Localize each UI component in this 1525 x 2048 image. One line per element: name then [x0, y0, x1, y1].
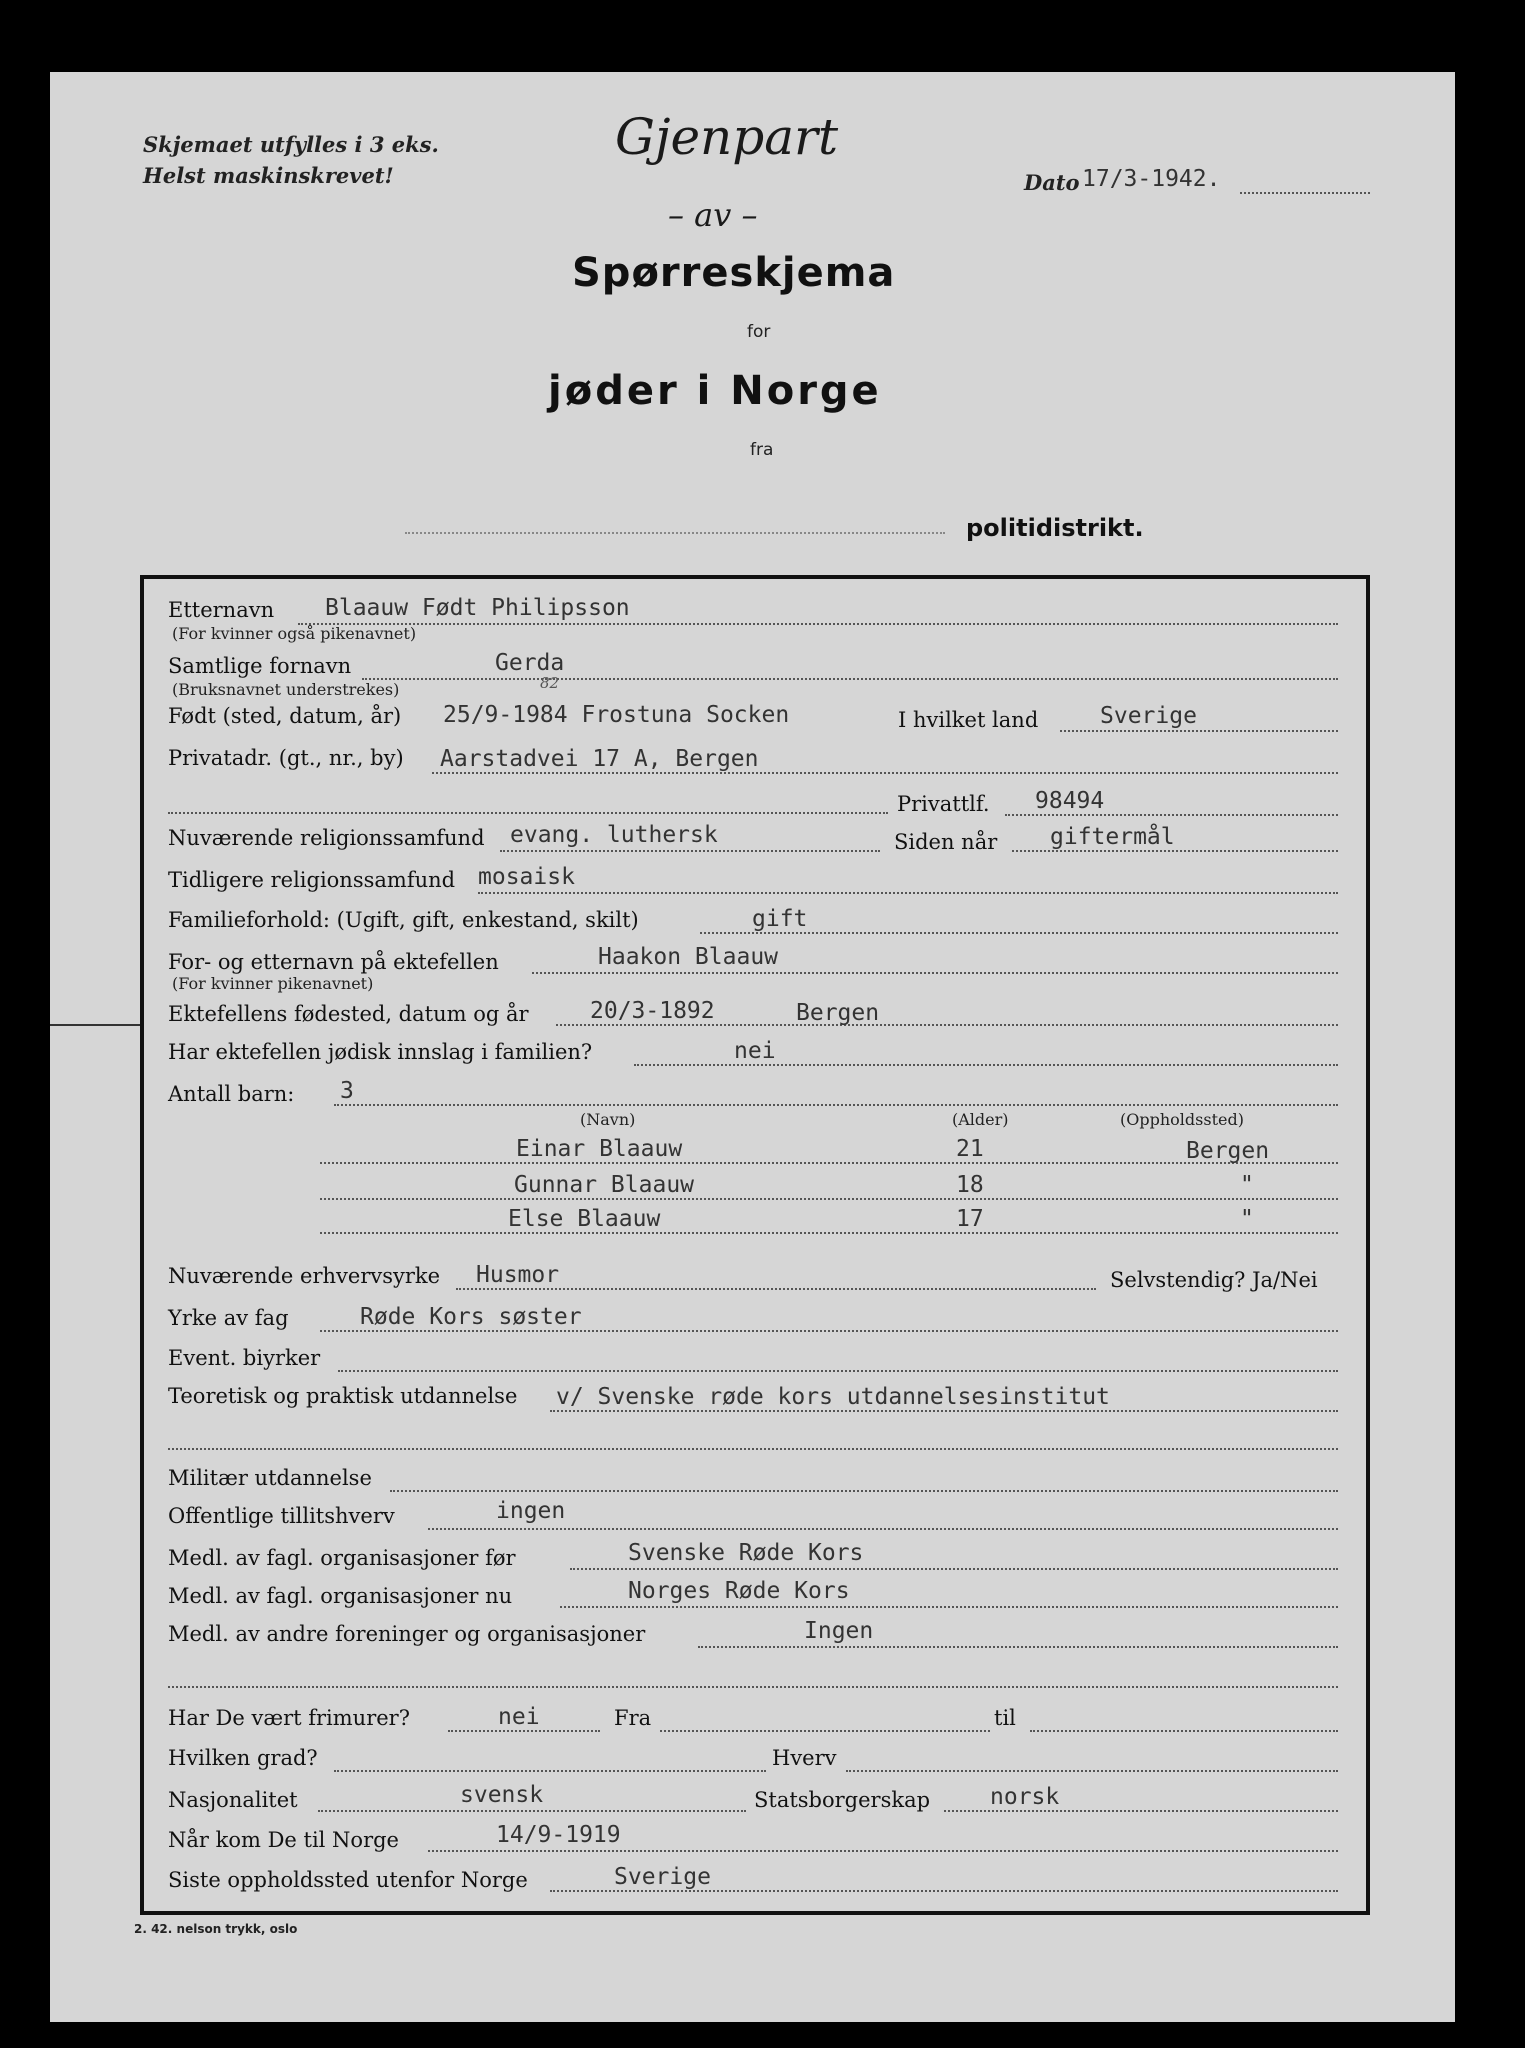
andre-org-line-2	[168, 1686, 1338, 1688]
ektefelle-fodested-value: 20/3-1892	[590, 998, 715, 1024]
ektefelle-fodested-sted: Bergen	[796, 1000, 880, 1026]
siste-opphold-line	[550, 1890, 1338, 1892]
ektefelle-value: Haakon Blaauw	[598, 944, 779, 970]
erverv-label: Nuværende erhvervsyrke	[168, 1264, 441, 1288]
til-line	[1030, 1730, 1338, 1732]
org-for-line	[570, 1568, 1338, 1570]
etternavn-line	[298, 623, 1338, 625]
nasjonalitet-line	[318, 1810, 746, 1812]
grad-line	[334, 1770, 766, 1772]
barn-value: 3	[340, 1078, 354, 1104]
child-opphold: "	[1240, 1172, 1254, 1198]
adresse-value: Aarstadvei 17 A, Bergen	[440, 746, 759, 772]
fornavn-note: (Bruksnavnet understrekes)	[172, 680, 400, 699]
militar-label: Militær utdannelse	[168, 1466, 372, 1490]
land-value: Sverige	[1100, 703, 1197, 729]
handwritten-gjenpart: Gjenpart	[615, 108, 839, 166]
til-label: til	[994, 1706, 1016, 1730]
tillitshverv-value: ingen	[496, 1498, 566, 1524]
fra-line	[660, 1730, 990, 1732]
utdannelse-line	[550, 1410, 1338, 1412]
children-head-opphold: (Oppholdssted)	[1120, 1110, 1244, 1129]
etternavn-note: (For kvinner også pikenavnet)	[172, 624, 417, 643]
fill-instruction: Skjemaet utfylles i 3 eks.	[143, 132, 439, 157]
fodt-value: 25/9-1984 Frostuna Socken	[443, 702, 790, 728]
frimurer-line	[448, 1730, 600, 1732]
familieforhold-line	[700, 932, 1338, 934]
title-fra: fra	[750, 440, 774, 460]
fornavn-handwritten-note: 82	[540, 674, 560, 692]
land-label: I hvilket land	[898, 708, 1039, 732]
etternavn-value: Blaauw Født Philipsson	[325, 595, 630, 621]
statsborgerskap-value: norsk	[990, 1784, 1060, 1810]
form-title: Spørreskjema	[572, 250, 896, 296]
fag-value: Røde Kors søster	[360, 1304, 582, 1330]
jodisk-label: Har ektefellen jødisk innslag i familien?	[168, 1040, 593, 1064]
siste-opphold-value: Sverige	[614, 1864, 711, 1890]
selvstendig-label: Selvstendig? Ja/Nei	[1110, 1268, 1318, 1292]
religion-value: evang. luthersk	[510, 822, 718, 848]
adresse-line	[432, 772, 1338, 774]
nasjonalitet-label: Nasjonalitet	[168, 1788, 298, 1812]
child-alder: 17	[956, 1206, 984, 1232]
child-navn: Else Blaauw	[508, 1206, 661, 1232]
utdannelse-line-2	[168, 1448, 1338, 1450]
andre-org-value: Ingen	[804, 1618, 874, 1644]
form-subject: jøder i Norge	[548, 368, 882, 414]
ektefelle-fodested-line	[556, 1024, 1338, 1026]
title-for: for	[747, 322, 771, 342]
siden-label: Siden når	[894, 830, 998, 854]
ektefelle-line	[532, 972, 1338, 974]
hverv-label: Hverv	[772, 1746, 837, 1770]
ektefelle-fodested-label: Ektefellens fødested, datum og år	[168, 1002, 529, 1026]
org-for-label: Medl. av fagl. organisasjoner før	[168, 1546, 516, 1570]
child-opphold: Bergen	[1186, 1138, 1270, 1164]
kom-norge-line	[428, 1850, 1338, 1852]
jodisk-value: nei	[734, 1038, 776, 1064]
kom-norge-value: 14/9-1919	[496, 1822, 621, 1848]
district-line	[405, 532, 945, 534]
date-label: Dato	[1024, 170, 1080, 195]
nasjonalitet-value: svensk	[460, 1782, 544, 1808]
siden-value: giftermål	[1050, 824, 1175, 850]
ektefelle-note: (For kvinner pikenavnet)	[172, 974, 374, 993]
child-alder: 21	[956, 1136, 984, 1162]
adresse-label: Privatadr. (gt., nr., by)	[168, 746, 404, 770]
child-row-line	[320, 1198, 1338, 1200]
child-navn: Einar Blaauw	[516, 1136, 683, 1162]
familieforhold-label: Familieforhold: (Ugift, gift, enkestand, skilt)	[168, 908, 639, 932]
child-navn: Gunnar Blaauw	[514, 1172, 695, 1198]
telefon-line	[1005, 814, 1338, 816]
fra-label: Fra	[614, 1706, 652, 1730]
printer-imprint: 2. 42. nelson trykk, oslo	[134, 1922, 298, 1936]
siste-opphold-label: Siste oppholdssted utenfor Norge	[168, 1868, 528, 1892]
date-line	[1240, 192, 1370, 194]
fold-line	[50, 1024, 140, 1026]
telefon-value: 98494	[1035, 788, 1105, 814]
fornavn-value: Gerda	[495, 650, 565, 676]
hverv-line	[846, 1770, 1338, 1772]
ektefelle-label: For- og etternavn på ektefellen	[168, 950, 499, 974]
date-value: 17/3-1942.	[1082, 166, 1221, 192]
grad-label: Hvilken grad?	[168, 1746, 318, 1770]
erverv-value: Husmor	[476, 1262, 560, 1288]
andre-org-label: Medl. av andre foreninger og organisasjoner	[168, 1622, 646, 1646]
militar-line	[390, 1490, 1338, 1492]
utdannelse-label: Teoretisk og praktisk utdannelse	[168, 1384, 518, 1408]
fodt-label: Født (sted, datum, år)	[168, 704, 402, 728]
fag-label: Yrke av fag	[168, 1306, 289, 1330]
land-line	[1060, 730, 1338, 732]
fornavn-label: Samtlige fornavn	[168, 654, 352, 678]
tidligere-religion-value: mosaisk	[478, 864, 575, 890]
andre-org-line	[698, 1646, 1338, 1648]
typewritten-instruction: Helst maskinskrevet!	[143, 163, 394, 188]
utdannelse-value: v/ Svenske røde kors utdannelsesinstitut	[556, 1384, 1110, 1410]
fornavn-line	[362, 678, 1338, 680]
barn-line	[334, 1104, 1338, 1106]
etternavn-label: Etternavn	[168, 598, 275, 622]
child-opphold: "	[1240, 1206, 1254, 1232]
fag-line	[320, 1330, 1338, 1332]
frimurer-label: Har De vært frimurer?	[168, 1706, 410, 1730]
erverv-line	[456, 1288, 1096, 1290]
child-row-line	[320, 1232, 1338, 1234]
kom-norge-label: Når kom De til Norge	[168, 1828, 399, 1852]
org-nu-value: Norges Røde Kors	[628, 1578, 850, 1604]
tidligere-religion-line	[478, 892, 1338, 894]
biyrker-line	[338, 1370, 1338, 1372]
tillitshverv-line	[428, 1528, 1338, 1530]
familieforhold-value: gift	[752, 906, 808, 932]
tidligere-religion-label: Tidligere religionssamfund	[168, 868, 456, 892]
children-head-navn: (Navn)	[580, 1110, 636, 1129]
religion-label: Nuværende religionssamfund	[168, 826, 485, 850]
siden-line	[1012, 850, 1338, 852]
adresse-line-2	[168, 812, 888, 814]
district-label: politidistrikt.	[966, 514, 1144, 542]
statsborgerskap-label: Statsborgerskap	[754, 1788, 931, 1812]
frimurer-value: nei	[498, 1704, 540, 1730]
child-alder: 18	[956, 1172, 984, 1198]
biyrker-label: Event. biyrker	[168, 1346, 321, 1370]
org-nu-label: Medl. av fagl. organisasjoner nu	[168, 1584, 513, 1608]
barn-label: Antall barn:	[168, 1082, 295, 1106]
handwritten-av: – av –	[668, 196, 758, 234]
statsborgerskap-line	[944, 1810, 1338, 1812]
children-head-alder: (Alder)	[952, 1110, 1009, 1129]
org-for-value: Svenske Røde Kors	[628, 1540, 864, 1566]
tillitshverv-label: Offentlige tillitshverv	[168, 1504, 395, 1528]
org-nu-line	[560, 1606, 1338, 1608]
telefon-label: Privattlf.	[897, 792, 990, 816]
religion-line	[500, 850, 880, 852]
jodisk-line	[634, 1064, 1338, 1066]
